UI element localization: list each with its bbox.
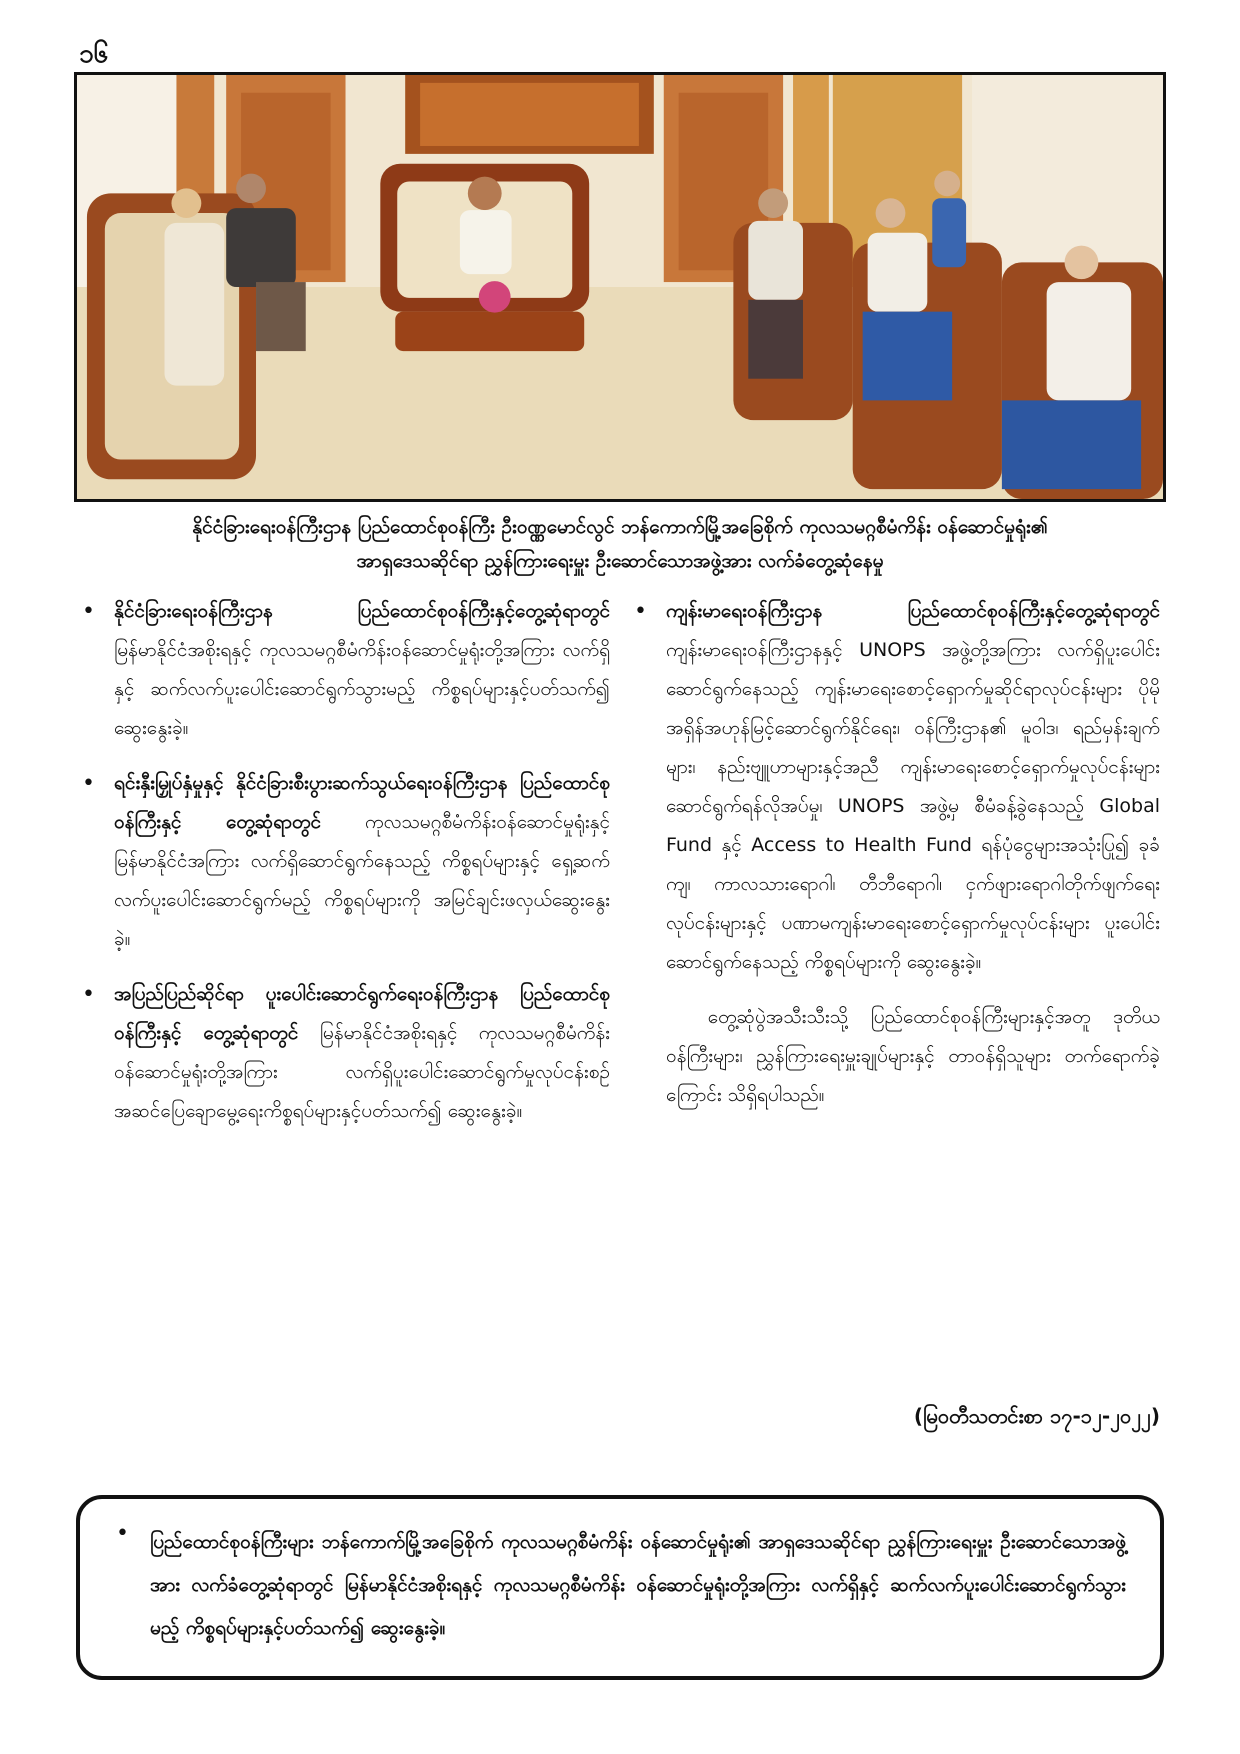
photo-caption (70, 510, 1170, 578)
page-number: ၁၆ (79, 39, 109, 69)
bullet-icon: • (82, 771, 95, 796)
source-citation: (မြဝတီသတင်းစာ ၁၇-၁၂-၂၀၂၂) (913, 1404, 1160, 1428)
list-item (80, 975, 610, 1131)
list-item (80, 764, 610, 959)
bullet-icon: • (82, 982, 95, 1007)
meeting-photo (74, 72, 1166, 502)
right-column (632, 592, 1160, 1115)
bullet-icon: • (116, 1521, 129, 1546)
bullet-icon: • (82, 599, 95, 624)
item-lead: နိုင်ငံခြားရေးဝန်ကြီးဌာန ပြည်ထောင်စုဝန်ကြီးနှင့်တွေ့ဆုံရာတွင် (114, 600, 610, 622)
item-lead: ရင်းနှီးမြှုပ်နှံမှုနှင့် နိုင်ငံခြားစီးပွားဆက်သွယ်ရေးဝန်ကြီးဌာန ပြည်ထောင်စုဝန်ကြီးနှင့် တွေ့ဆုံရာတွင် (114, 772, 610, 833)
item-body: မြန်မာနိုင်ငံအစိုးရနှင့် ကုလသမဂ္ဂစီမံကိန်းဝန်ဆောင်မှုရုံးတို့အကြား လက်ရှိနှင့် ဆက်လက်ပူးပေါင်းဆောင်ရွက်သွားမည့် ကိစ္စရပ်များနှင့်ပတ်သက်၍ ဆွေးနွေးခဲ့။ (114, 639, 610, 739)
caption-line-1: နိုင်ငံခြားရေးဝန်ကြီးဌာန ပြည်ထောင်စုဝန်ကြီး ဦးဝဏ္ဏမောင်လွင် ဘန်ကောက်မြို့အခြေစိုက် ကုလသမဂ္ဂစီမံကိန်း ဝန်ဆောင်မှုရုံး၏ (192, 516, 1048, 538)
list-item (632, 592, 1160, 982)
caption-line-2: အာရှဒေသဆိုင်ရာ ညွှန်ကြားရေးမှူး ဦးဆောင်သောအဖွဲ့အား လက်ခံတွေ့ဆုံနေမှု (356, 550, 884, 572)
item-lead: ကျန်းမာရေးဝန်ကြီးဌာန ပြည်ထောင်စုဝန်ကြီးနှင့်တွေ့ဆုံရာတွင် (666, 600, 1160, 622)
item-body: ကုလသမဂ္ဂစီမံကိန်းဝန်ဆောင်မှုရုံးနှင့် မြန်မာနိုင်ငံအကြား လက်ရှိဆောင်ရွက်နေသည့် ကိစ္စရပ်များနှင့် ရှေ့ဆက်လက်ပူးပေါင်းဆောင်ရွက်မည့် ကိစ္စရပ်များကို အမြင်ချင်းဖလှယ်ဆွေးနွေးခဲ့။ (114, 811, 610, 950)
summary-box (76, 1495, 1164, 1680)
closing-paragraph: တွေ့ဆုံပွဲအသီးသီးသို့ ပြည်ထောင်စုဝန်ကြီးများနှင့်အတူ ဒုတိယဝန်ကြီးများ၊ ညွှန်ကြားရေးမှူးချုပ်များနှင့် တာဝန်ရှိသူများ တက်ရောက်ခဲ့ကြောင်း သိရှိရပါသည်။ (666, 1006, 1160, 1106)
item-body: မြန်မာနိုင်ငံအစိုးရနှင့် ကုလသမဂ္ဂစီမံကိန်းဝန်ဆောင်မှုရုံးတို့အကြား လက်ရှိပူးပေါင်းဆောင်ရွက်မှုလုပ်ငန်းစဉ် အဆင်ပြေချောမွေ့ရေးကိစ္စရပ်များနှင့်ပတ်သက်၍ ဆွေးနွေးခဲ့။ (114, 1022, 610, 1122)
left-column (80, 592, 610, 1147)
item-lead: အပြည်ပြည်ဆိုင်ရာ ပူးပေါင်းဆောင်ရွက်ရေးဝန်ကြီးဌာန ပြည်ထောင်စုဝန်ကြီးနှင့် တွေ့ဆုံရာတွင် (114, 983, 610, 1044)
bullet-icon: • (634, 599, 647, 624)
summary-text: ပြည်ထောင်စုဝန်ကြီးများ ဘန်ကောက်မြို့အခြေစိုက် ကုလသမဂ္ဂစီမံကိန်း ဝန်ဆောင်မှုရုံး၏ အာရှဒေသဆိုင်ရာ ညွှန်ကြားရေးမှူး ဦးဆောင်သောအဖွဲ့အား လက်ခံတွေ့ဆုံရာတွင် မြန်မာနိုင်ငံအစိုးရနှင့် ကုလသမဂ္ဂစီမံကိန်း ဝန်ဆောင်မှုရုံးတို့အကြား လက်ရှိနှင့် ဆက်လက်ပူးပေါင်းဆောင်ရွက်သွားမည့် ကိစ္စရပ်များနှင့်ပတ်သက်၍ ဆွေးနွေးခဲ့။ (150, 1531, 1126, 1639)
list-item (80, 592, 610, 748)
item-body: ကျန်းမာရေးဝန်ကြီးဌာနနှင့် UNOPS အဖွဲ့တို့အကြား လက်ရှိပူးပေါင်းဆောင်ရွက်နေသည့် ကျန်းမာရေးစောင့်ရှောက်မှုဆိုင်ရာလုပ်ငန်းများ ပိုမိုအရှိန်အဟုန်မြင့်ဆောင်ရွက်နိုင်ရေး၊ ဝန်ကြီးဌာန၏ မူဝါဒ၊ ရည်မှန်းချက်များ၊ နည်းဗျူဟာများနှင့်အညီ ကျန်းမာရေးစောင့်ရှောက်မှုလုပ်ငန်းများဆောင်ရွက်ရန်လိုအပ်မှု၊ UNOPS အဖွဲ့မှ စီမံခန့်ခွဲနေသည့် Global Fund နှင့် Access to Health Fund ရန်ပုံငွေများအသုံးပြု၍ ခုခံကျ၊ ကာလသားရောဂါ၊ တီဘီရောဂါ၊ ငှက်ဖျားရောဂါတိုက်ဖျက်ရေး လုပ်ငန်းများနှင့် ပဏာမကျန်းမာရေးစောင့်ရှောက်မှုလုပ်ငန်းများ ပူးပေါင်းဆောင်ရွက်နေသည့် ကိစ္စရပ်များကို ဆွေးနွေးခဲ့။ (666, 639, 1160, 973)
